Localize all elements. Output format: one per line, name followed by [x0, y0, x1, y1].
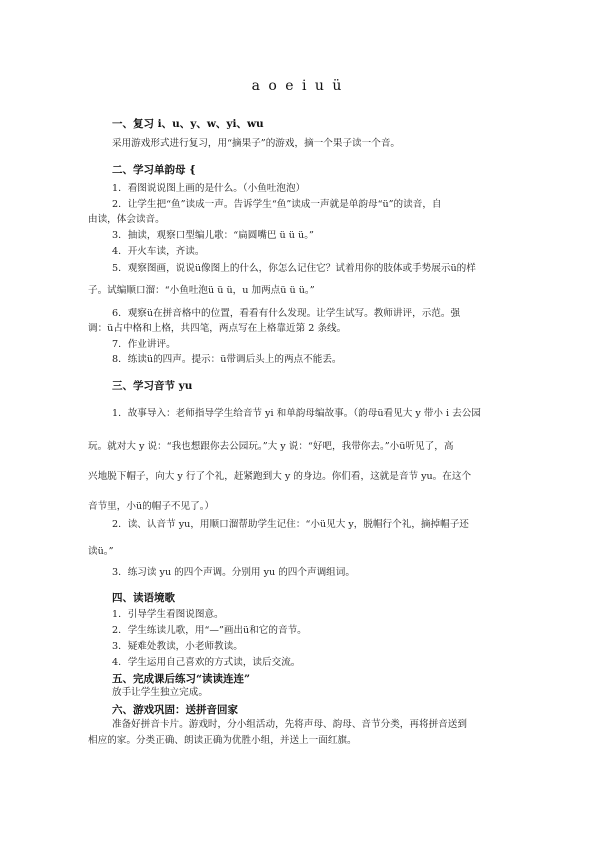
paragraph: 玩。就对大 y 说：“我也想跟你去公园玩。”大 y 说：“好吧，我带你去。”小ü听见了，高 [88, 441, 454, 452]
paragraph: 5．观察图画，说说ü像图上的什么，你怎么记住它？试着用你的肢体或手势展示ü的样 [112, 263, 476, 274]
paragraph: 读ü。” [88, 546, 114, 557]
paragraph: 兴地脱下帽子，向大 y 行了个礼，赶紧跑到大 y 的身边。你们看，这就是音节 yu。在这个 [88, 471, 472, 482]
section-heading-learn-vowel: 二、学习单韵母 { [112, 164, 196, 176]
paragraph: 采用游戏形式进行复习，用“摘果子”的游戏，摘一个果子读一个音。 [112, 138, 401, 149]
paragraph: 由读，体会读音。 [88, 214, 165, 225]
paragraph: 2．让学生把“鱼”读成一声。告诉学生“鱼”读成一声就是单韵母“ü”的读音，自 [112, 199, 442, 210]
paragraph: 2．学生练读儿歌，用“—”画出ü和它的音节。 [112, 625, 307, 636]
paragraph: 相应的家。分类正确、朗读正确为优胜小组，并送上一面红旗。 [88, 735, 357, 746]
paragraph: 调：ü占中格和上格，共四笔，两点写在上格靠近第 2 条线。 [88, 323, 347, 334]
paragraph: 3．疑难处教读，小老师教读。 [112, 641, 243, 652]
paragraph: 准备好拼音卡片。游戏时，分小组活动，先将声母、韵母、音节分类，再将拼音送到 [112, 719, 467, 730]
paragraph: 7．作业讲评。 [112, 339, 176, 350]
paragraph: 6．观察ü在拼音格中的位置，看看有什么发现。让学生试写。教师讲评，示范。强 [112, 308, 461, 319]
paragraph: 3．抽读，观察口型编儿歌：“扁圆嘴巴 ü ü ü。” [112, 230, 314, 241]
section-heading-review: 一、复习 i、u、y、w、yi、wu [112, 118, 264, 130]
paragraph: 1．故事导入：老师指导学生给音节 yi 和单韵母编故事。（韵母ü看见大 y 带小 i 去公园 [112, 408, 481, 419]
section-heading-game: 六、游戏巩固：送拼音回家 [112, 704, 238, 716]
section-heading-read-song: 四、读语境歌 [112, 592, 175, 604]
paragraph: 8．练读ü的四声。提示：ü带调后头上的两点不能丢。 [112, 354, 342, 365]
paragraph: 4．开火车读，齐读。 [112, 246, 205, 257]
paragraph: 子。试编顺口溜：“小鱼吐泡ü ü ü，u 加两点ü ü ü。” [88, 285, 315, 296]
paragraph: 1．看图说说图上画的是什么。（小鱼吐泡泡） [112, 183, 306, 194]
section-heading-learn-syllable: 三、学习音节 yu [112, 380, 193, 392]
section-heading-exercise: 五、完成课后练习“读读连连” [112, 673, 251, 685]
paragraph: 音节里，小ü的帽子不见了。） [88, 501, 215, 512]
paragraph: 3．练习读 yu 的四个声调。分别用 yu 的四个声调组词。 [112, 567, 355, 578]
paragraph: 放手让学生独立完成。 [112, 687, 208, 698]
page-title: a o e i u ü [251, 78, 344, 94]
paragraph: 1．引导学生看图说图意。 [112, 609, 224, 620]
paragraph: 2．读、认音节 yu，用顺口溜帮助学生记住：“小ü见大 y，脱帽行个礼，摘掉帽子还 [112, 519, 469, 530]
paragraph: 4．学生运用自己喜欢的方式读，读后交流。 [112, 657, 301, 668]
